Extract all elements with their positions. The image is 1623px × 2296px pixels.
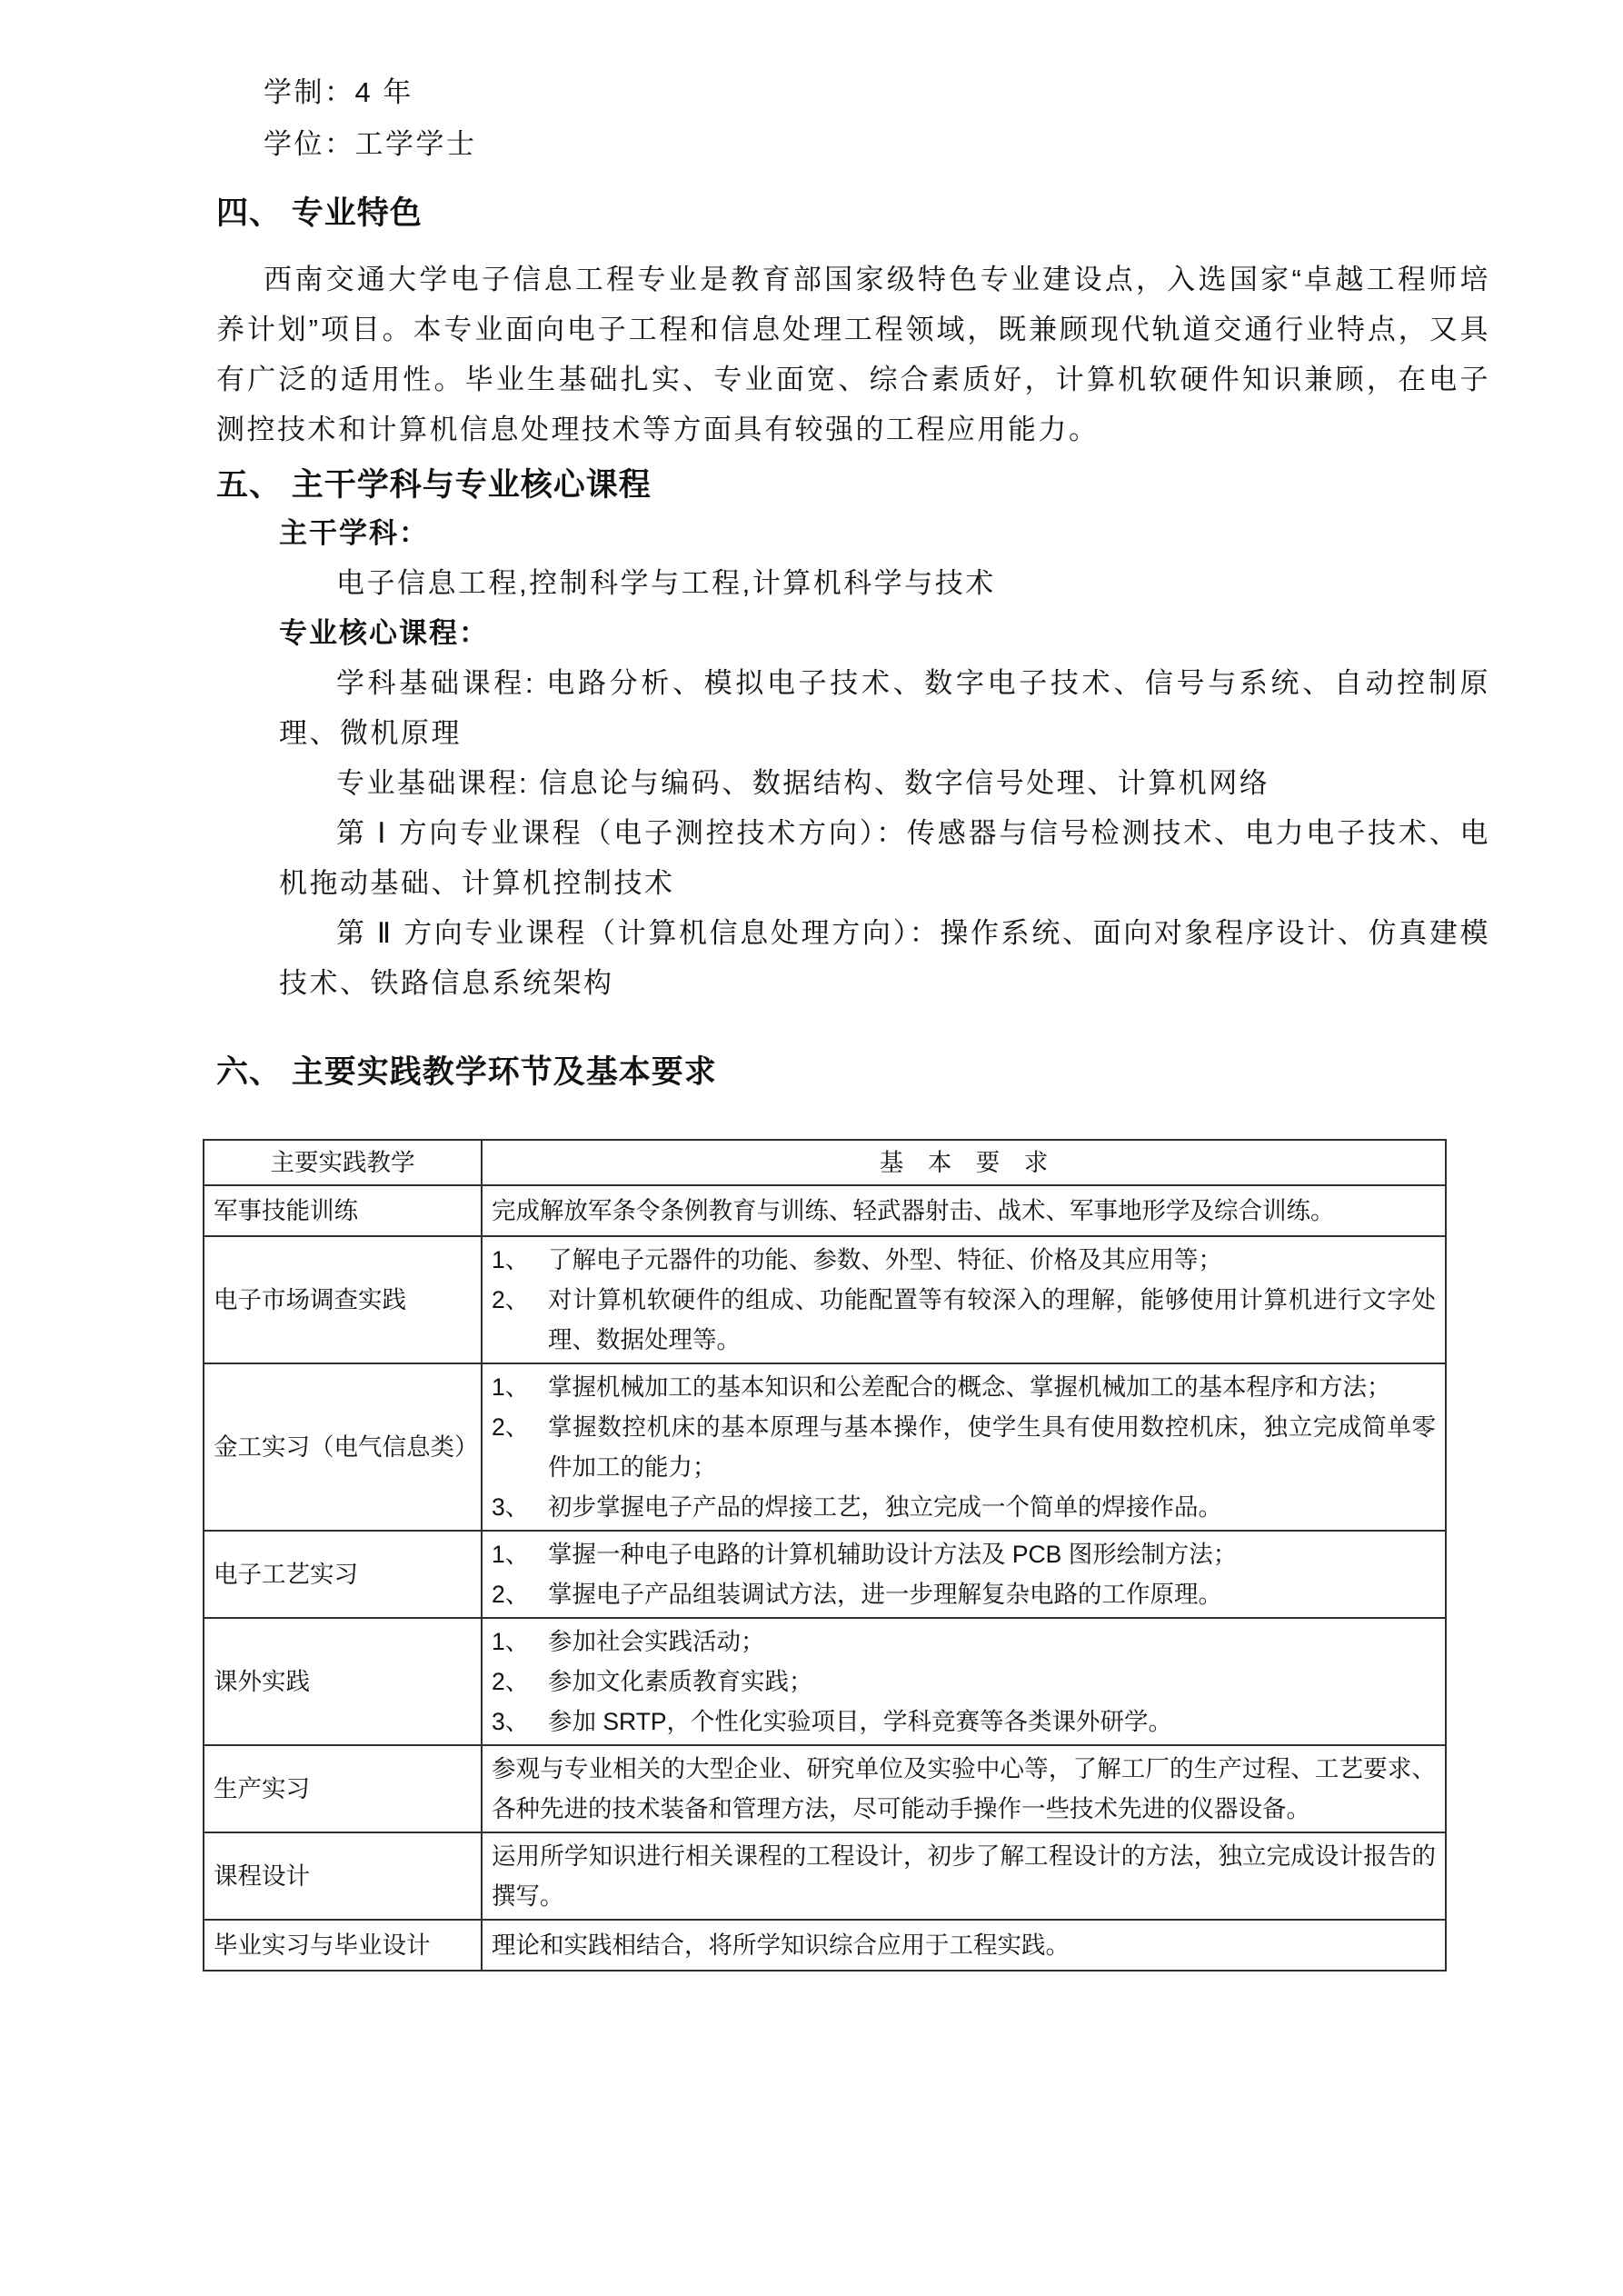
requirement-item — [492, 1662, 1436, 1702]
item-text: 参加文化素质教育实践； — [548, 1668, 813, 1695]
course-group-list — [216, 658, 1490, 1008]
subheading-main-disciplines: 主干学科： — [279, 517, 429, 549]
practice-row — [204, 1745, 1446, 1832]
requirement-text: 完成解放军条令条例教育与训练、轻武器射击、战术、军事地形学及综合训练。 — [492, 1197, 1335, 1224]
item-text: 初步掌握电子产品的焊接工艺，独立完成一个简单的焊接作品。 — [548, 1493, 1222, 1521]
practice-label-cell: 生产实习 — [204, 1745, 482, 1832]
item-number: 1、 — [492, 1541, 530, 1568]
subheading-core-courses: 专业核心课程： — [279, 617, 489, 649]
requirement-cell — [482, 1236, 1446, 1363]
practice-label-cell: 电子工艺实习 — [204, 1531, 482, 1618]
section-heading-4: 四、 专业特色 — [216, 195, 423, 231]
requirement-text: 参观与专业相关的大型企业、研究单位及实验中心等，了解工厂的生产过程、工艺要求、各种先进的技术装备和管理方法，尽可能动手操作一些技术先进的仪器设备。 — [492, 1755, 1436, 1822]
item-text: 掌握电子产品组装调试方法，进一步理解复杂电路的工作原理。 — [548, 1581, 1222, 1608]
practice-row — [204, 1531, 1446, 1618]
item-text: 掌握一种电子电路的计算机辅助设计方法及 PCB 图形绘制方法； — [548, 1541, 1238, 1568]
requirement-cell — [482, 1531, 1446, 1618]
duration-line: 学制：4 年 — [264, 76, 413, 108]
main-disciplines-line: 电子信息工程,控制科学与工程,计算机科学与技术 — [336, 567, 996, 599]
requirement-item — [492, 1702, 1436, 1742]
practice-label-cell: 军事技能训练 — [204, 1185, 482, 1236]
practice-label-cell: 课外实践 — [204, 1618, 482, 1745]
section-heading-5: 五、 主干学科与专业核心课程 — [216, 467, 652, 503]
requirement-item — [492, 1487, 1436, 1527]
requirement-item — [492, 1367, 1436, 1407]
item-number: 2、 — [492, 1581, 530, 1608]
requirement-text: 理论和实践相结合，将所学知识综合应用于工程实践。 — [492, 1932, 1070, 1959]
requirement-item — [492, 1574, 1436, 1614]
practice-label-cell: 电子市场调查实践 — [204, 1236, 482, 1363]
practice-label-cell: 金工实习（电气信息类） — [204, 1363, 482, 1531]
practice-row — [204, 1236, 1446, 1363]
item-number: 1、 — [492, 1628, 530, 1655]
course-group-paragraph: 学科基础课程: 电路分析、模拟电子技术、数字电子技术、信号与系统、自动控制原理、微机原理 — [279, 667, 1490, 749]
requirement-item — [492, 1622, 1436, 1662]
item-number: 3、 — [492, 1493, 530, 1521]
practice-row — [204, 1618, 1446, 1745]
requirement-item — [492, 1280, 1436, 1360]
requirement-text: 运用所学知识进行相关课程的工程设计，初步了解工程设计的方法，独立完成设计报告的撰写。 — [492, 1842, 1436, 1910]
item-number: 2、 — [492, 1413, 530, 1441]
requirement-cell — [482, 1618, 1446, 1745]
requirement-cell — [482, 1745, 1446, 1832]
item-text: 掌握机械加工的基本知识和公差配合的概念、掌握机械加工的基本程序和方法； — [548, 1373, 1391, 1401]
item-number: 1、 — [492, 1246, 530, 1273]
degree-line: 学位：工学学士 — [264, 128, 477, 160]
requirement-cell — [482, 1185, 1446, 1236]
requirement-item — [492, 1407, 1436, 1487]
requirement-cell — [482, 1363, 1446, 1531]
course-group-paragraph: 第 Ⅰ 方向专业课程（电子测控技术方向）：传感器与信号检测技术、电力电子技术、电机拖动基础、计算机控制技术 — [279, 817, 1490, 899]
requirement-item — [492, 1534, 1436, 1574]
item-text: 掌握数控机床的基本原理与基本操作，使学生具有使用数控机床，独立完成简单零件加工的能力； — [548, 1413, 1436, 1481]
course-group-paragraph: 第 Ⅱ 方向专业课程（计算机信息处理方向）：操作系统、面向对象程序设计、仿真建模技术、铁路信息系统架构 — [279, 917, 1490, 999]
practice-row — [204, 1185, 1446, 1236]
section4-paragraph: 西南交通大学电子信息工程专业是教育部国家级特色专业建设点，入选国家“卓越工程师培养计划”项目。本专业面向电子工程和信息处理工程领域，既兼顾现代轨道交通行业特点，又具有广泛的适用性。毕业生基础扎实、专业面宽、综合素质好，计算机软硬件知识兼顾，在电子测控技术和计算机信息处理技术等方面具有较强的工程应用能力。 — [216, 264, 1490, 445]
item-text: 参加社会实践活动； — [548, 1628, 765, 1655]
practice-label-cell: 毕业实习与毕业设计 — [204, 1920, 482, 1971]
item-text: 对计算机软硬件的组成、功能配置等有较深入的理解，能够使用计算机进行文字处理、数据处理等。 — [548, 1286, 1436, 1353]
practice-row — [204, 1920, 1446, 1971]
requirement-cell — [482, 1832, 1446, 1920]
requirement-cell — [482, 1920, 1446, 1971]
item-number: 3、 — [492, 1708, 530, 1735]
item-number: 1、 — [492, 1373, 530, 1401]
practice-row — [204, 1363, 1446, 1531]
practice-table — [203, 1139, 1447, 1972]
item-number: 2、 — [492, 1668, 530, 1695]
table-header-row — [204, 1140, 1446, 1185]
practice-row — [204, 1832, 1446, 1920]
practice-label-cell: 课程设计 — [204, 1832, 482, 1920]
table-header-practice: 主要实践教学 — [204, 1140, 482, 1185]
requirement-item — [492, 1240, 1436, 1280]
table-header-requirements: 基 本 要 求 — [482, 1140, 1446, 1185]
item-text: 了解电子元器件的功能、参数、外型、特征、价格及其应用等； — [548, 1246, 1222, 1273]
item-number: 2、 — [492, 1286, 530, 1313]
item-text: 参加 SRTP，个性化实验项目，学科竞赛等各类课外研学。 — [548, 1708, 1173, 1735]
practice-table-body — [204, 1140, 1446, 1971]
section-heading-6: 六、 主要实践教学环节及基本要求 — [216, 1054, 717, 1090]
course-group-paragraph: 专业基础课程: 信息论与编码、数据结构、数字信号处理、计算机网络 — [336, 767, 1270, 799]
